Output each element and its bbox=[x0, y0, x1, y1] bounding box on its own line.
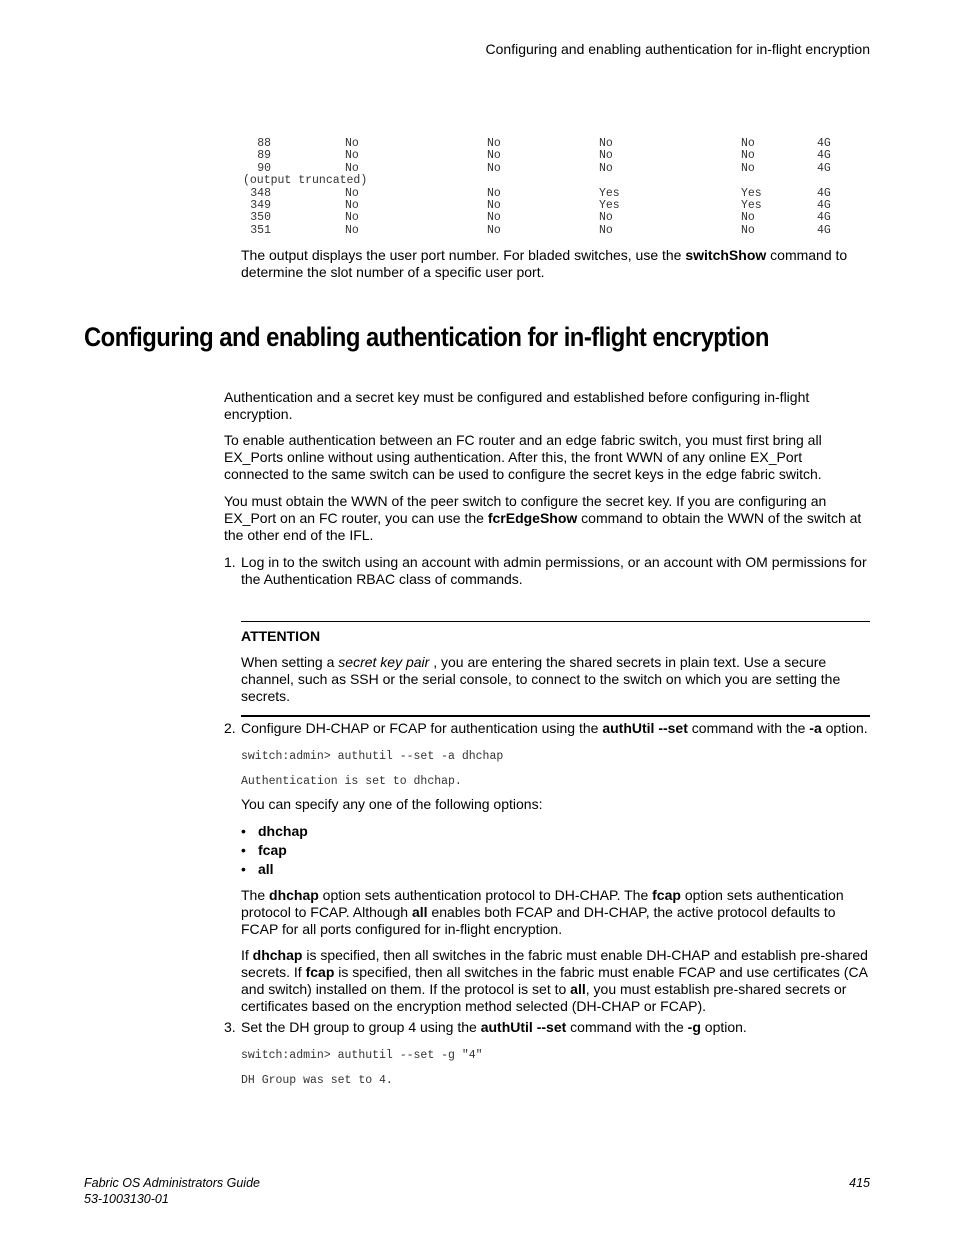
step-3-text-middle: command with the bbox=[566, 1019, 688, 1035]
step-1-text: Log in to the switch using an account with admin permissions, or an account with OM permissions for the Authentication RBAC class of commands. bbox=[241, 554, 867, 587]
port-cell: 88 bbox=[257, 137, 271, 150]
bullet-label: all bbox=[258, 861, 274, 877]
cell: Yes bbox=[599, 198, 620, 212]
step-2-text-middle: command with the bbox=[687, 720, 810, 736]
cell: No bbox=[345, 161, 359, 175]
cell: No bbox=[345, 198, 359, 212]
text-run: The bbox=[241, 887, 270, 903]
paragraph-3-text-end: command to obtain the WWN of the switch at the other end of the IFL. bbox=[224, 510, 862, 543]
step-2-text-start: Configure DH-CHAP or FCAP for authentication using the bbox=[241, 720, 603, 736]
cell: No bbox=[599, 149, 613, 163]
bold-term: fcap bbox=[305, 964, 335, 980]
cell: No bbox=[345, 186, 359, 200]
cell: No bbox=[741, 223, 755, 237]
step-1-number: 1. bbox=[224, 554, 236, 570]
truncated-note-row bbox=[241, 175, 841, 187]
port-cell: 89 bbox=[257, 149, 271, 163]
bold-term: all bbox=[570, 981, 586, 997]
bold-term: all bbox=[411, 904, 428, 920]
cell: No bbox=[487, 186, 501, 200]
speed-cell: 4G bbox=[817, 137, 831, 150]
command-authutil-set: authUtil --set bbox=[480, 1019, 567, 1035]
text-run: , you must establish pre-shared secrets or certificates based on the encryption method selected (DH-CHAP or FCAP). bbox=[241, 981, 847, 1014]
bullet-dot: • bbox=[241, 823, 246, 839]
port-row bbox=[241, 150, 841, 162]
step-3-text-start: Set the DH group to group 4 using the bbox=[241, 1019, 481, 1035]
attention-title: ATTENTION bbox=[241, 628, 321, 644]
paragraph-3-text: You must obtain the WWN of the peer switch to configure the secret key. If you are configuring an EX_Port on an FC router, you can use the bbox=[224, 493, 827, 526]
option-g: -g bbox=[687, 1019, 701, 1035]
cell: No bbox=[741, 211, 755, 225]
attention-emphasis: secret key pair bbox=[338, 654, 430, 670]
intro-text-end: command to determine the slot number of a specific user port. bbox=[241, 247, 848, 280]
step-3-text-end: option. bbox=[700, 1019, 747, 1035]
cell: No bbox=[345, 149, 359, 163]
cell: No bbox=[487, 149, 501, 163]
text-run: enables both FCAP and DH-CHAP, the active protocol defaults to FCAP for all ports configured for in-flight encryption. bbox=[241, 904, 836, 937]
command-fcredgeshow: fcrEdgeShow bbox=[487, 510, 578, 526]
cell: No bbox=[487, 223, 501, 237]
bold-term: dhchap bbox=[269, 887, 319, 903]
bold-term: dhchap bbox=[252, 947, 303, 963]
attention-bottom-rule bbox=[241, 715, 870, 717]
bullet-label: dhchap bbox=[258, 823, 308, 839]
text-run: option sets authentication protocol to FCAP. Although bbox=[241, 887, 844, 920]
options-explanation bbox=[241, 887, 861, 938]
cell: No bbox=[345, 211, 359, 225]
cell: Yes bbox=[599, 186, 620, 200]
command-switchshow: switchShow bbox=[685, 247, 767, 263]
footer-doc-number: 53-1003130-01 bbox=[84, 1192, 169, 1206]
cell: No bbox=[487, 198, 501, 212]
footer-left bbox=[84, 1175, 260, 1207]
port-cell: 349 bbox=[250, 198, 271, 212]
bullet-dot: • bbox=[241, 861, 246, 877]
option-a: -a bbox=[809, 720, 822, 736]
running-header: Configuring and enabling authentication for in-flight encryption bbox=[485, 41, 870, 57]
text-run: If bbox=[241, 947, 253, 963]
cell: No bbox=[599, 223, 613, 237]
port-output-table bbox=[241, 138, 841, 237]
step-2-text-end: option. bbox=[821, 720, 868, 736]
bold-term: fcap bbox=[652, 887, 681, 903]
cell: Yes bbox=[741, 198, 762, 212]
speed-cell: 4G bbox=[817, 149, 831, 163]
cell: No bbox=[599, 137, 613, 150]
paragraph-3 bbox=[224, 493, 870, 544]
cell: No bbox=[487, 161, 501, 175]
port-cell: 351 bbox=[250, 223, 271, 237]
text-run: is specified, then all switches in the fabric must enable DH-CHAP and establish pre-shared secrets. If bbox=[241, 947, 868, 980]
bullet-item bbox=[241, 842, 287, 859]
paragraph-2: To enable authentication between an FC router and an edge fabric switch, you must first bring all EX_Ports online without using authentication. After this, the front WWN of any online EX_Port connected to the same switch can be used to configure the secret keys in the edge fabric switch. bbox=[224, 432, 822, 482]
code-line-group-result: DH Group was set to 4. bbox=[241, 1074, 393, 1087]
bullet-dot: • bbox=[241, 842, 246, 858]
cell: No bbox=[741, 137, 755, 150]
attention-text-start: When setting a bbox=[241, 654, 339, 670]
speed-cell: 4G bbox=[817, 223, 831, 237]
cell: No bbox=[599, 161, 613, 175]
step-3-text bbox=[241, 1019, 747, 1036]
step-2-text bbox=[241, 720, 881, 737]
attention-top-rule bbox=[241, 621, 870, 622]
cell: No bbox=[741, 149, 755, 163]
attention-text bbox=[241, 654, 851, 705]
port-row bbox=[241, 225, 841, 237]
intro-paragraph bbox=[241, 247, 871, 281]
attention-text-end: , you are entering the shared secrets in plain text. Use a secure channel, such as SSH or the serial console, to connect to the switch on which you are setting the secrets. bbox=[241, 654, 841, 704]
text-run: option sets authentication protocol to DH-CHAP. The bbox=[318, 887, 653, 903]
port-cell: 90 bbox=[257, 161, 271, 175]
code-line-set-group: switch:admin> authutil --set -g "4" bbox=[241, 1049, 483, 1062]
options-intro: You can specify any one of the following options: bbox=[241, 796, 543, 812]
port-cell: 348 bbox=[250, 186, 271, 200]
cell: Yes bbox=[741, 186, 762, 200]
cell: No bbox=[345, 223, 359, 237]
truncated-note: (output truncated) bbox=[243, 174, 368, 188]
cell: No bbox=[345, 137, 359, 150]
speed-cell: 4G bbox=[817, 211, 831, 225]
step-3-number: 3. bbox=[224, 1019, 236, 1035]
protocol-requirements bbox=[241, 947, 875, 1015]
footer-page-number: 415 bbox=[849, 1176, 870, 1190]
cell: No bbox=[741, 161, 755, 175]
section-heading: Configuring and enabling authentication for in-flight encryption bbox=[84, 322, 769, 352]
intro-text: The output displays the user port number. For bladed switches, use the bbox=[241, 247, 686, 263]
command-authutil-set: authUtil --set bbox=[602, 720, 688, 736]
bullet-label: fcap bbox=[258, 842, 287, 858]
speed-cell: 4G bbox=[817, 198, 831, 212]
port-cell: 350 bbox=[250, 211, 271, 225]
cell: No bbox=[487, 137, 501, 150]
bullet-item bbox=[241, 823, 308, 840]
footer-guide-title: Fabric OS Administrators Guide bbox=[84, 1176, 260, 1190]
paragraph-1: Authentication and a secret key must be configured and established before configuring in-flight encryption. bbox=[224, 389, 810, 422]
speed-cell: 4G bbox=[817, 161, 831, 175]
code-line-dhchap-result: Authentication is set to dhchap. bbox=[241, 775, 462, 788]
bullet-item bbox=[241, 861, 274, 878]
speed-cell: 4G bbox=[817, 186, 831, 200]
cell: No bbox=[487, 211, 501, 225]
step-2-number: 2. bbox=[224, 720, 236, 736]
port-row bbox=[241, 212, 841, 224]
text-run: is specified, then all switches in the fabric must enable FCAP and use certificates (CA and switch) installed on them. If the protocol is set to bbox=[241, 964, 868, 997]
code-line-set-dhchap: switch:admin> authutil --set -a dhchap bbox=[241, 750, 504, 763]
cell: No bbox=[599, 211, 613, 225]
